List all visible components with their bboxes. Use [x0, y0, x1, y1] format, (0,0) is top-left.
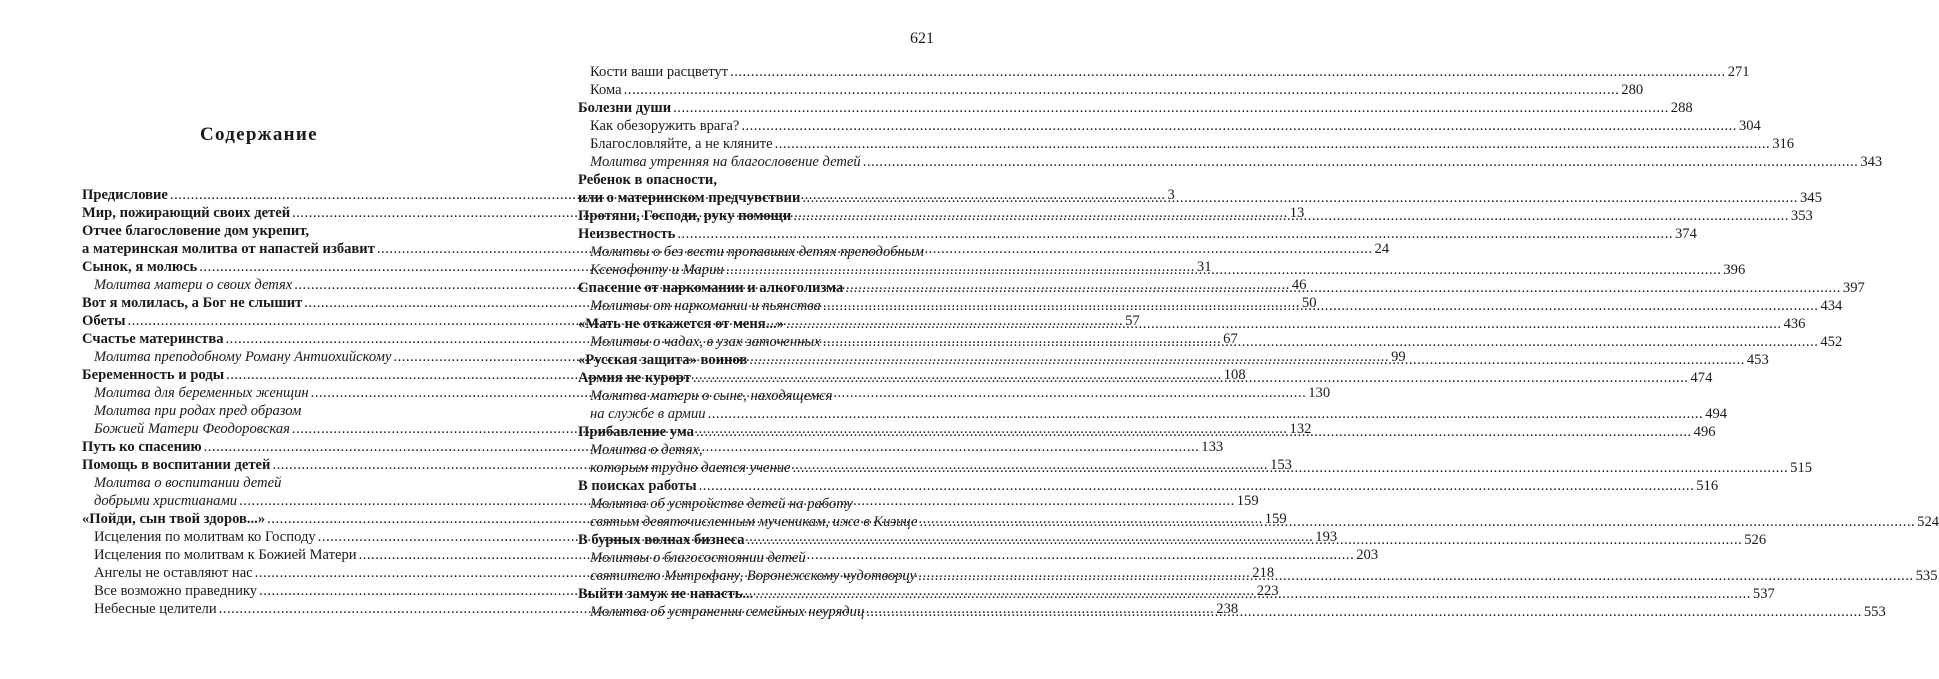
toc-entry-page: 353: [1790, 208, 1813, 224]
toc-entry-title: на службе в армии: [590, 406, 706, 422]
toc-entry: [578, 117, 1761, 135]
toc-entry-page: 496: [1693, 424, 1716, 440]
toc-entry-page: 494: [1705, 406, 1728, 422]
toc-entry: [578, 99, 1693, 117]
toc-entry-title: Молитва об устройстве детей на работу: [590, 496, 853, 512]
toc-entry-title: или о материнском предчувствии: [578, 190, 801, 206]
dot-leader: [691, 369, 1691, 387]
toc-entry-title: Все возможно праведнику: [94, 583, 258, 599]
toc-entry-title: Ангелы не оставляют нас: [94, 565, 253, 581]
toc-entry: [578, 225, 1697, 243]
page-number: 621: [910, 30, 934, 47]
toc-entry-title: Молитва о детях,: [590, 442, 703, 458]
toc-entry-title: святым девяточисленным мученикам, иже в Кизице: [590, 514, 918, 530]
toc-entry-page: 515: [1790, 460, 1813, 476]
toc-entry-title: Беременность и роды: [82, 367, 225, 383]
toc-entry-title: Ребенок в опасности,: [578, 172, 717, 188]
toc-entry-page: 436: [1783, 316, 1806, 332]
toc-entry-title: добрыми христианами: [94, 493, 238, 509]
toc-entry-title: Помощь в воспитании детей: [82, 457, 271, 473]
dot-leader: [745, 531, 1745, 549]
toc-entry-title: Кома: [590, 82, 622, 98]
toc-entry-title: Божией Матери Феодоровская: [94, 421, 290, 437]
toc-entry-title: Благословляйте, а не кляните: [590, 136, 773, 152]
dot-leader: [671, 99, 1671, 117]
dot-leader: [784, 315, 1784, 333]
toc-entry-title: Молитва об устранении семейных неурядиц: [590, 604, 865, 620]
toc-entry-title: Молитвы о без вести пропавших детях преподобным: [590, 244, 924, 260]
dot-leader: [864, 603, 1864, 621]
toc-entry-page: 374: [1674, 226, 1697, 242]
toc-entry-page: 223: [1256, 583, 1279, 599]
toc-entry-page: 524: [1917, 514, 1939, 530]
toc-entry-page: 537: [1752, 586, 1775, 602]
toc-entry-title: Молитва преподобному Роману Антиохийскому: [94, 349, 392, 365]
toc-entry-title: «Пойди, сын твой здоров...»: [82, 511, 266, 527]
toc-entry-title: Болезни души: [578, 100, 672, 116]
toc-entry-title: Молитва для беременных женщин: [94, 385, 309, 401]
toc-entry-title: Счастье материнства: [82, 331, 224, 347]
toc-entry: [578, 171, 1822, 207]
toc-entry-page: 57: [1125, 313, 1140, 329]
dot-leader: [753, 585, 1753, 603]
dot-leader: [916, 567, 1916, 585]
dot-leader: [791, 459, 1791, 477]
toc-entry-title: Обеты: [82, 313, 126, 329]
toc-entry-page: 99: [1391, 349, 1406, 365]
toc-entry-page: 13: [1289, 205, 1305, 221]
dot-leader: [747, 351, 1747, 369]
toc-entry-page: 153: [1270, 457, 1292, 473]
dot-leader: [791, 207, 1791, 225]
toc-entry-page: 397: [1842, 280, 1865, 296]
dot-leader: [706, 405, 1706, 423]
toc-entry-page: 108: [1223, 367, 1246, 383]
toc-entry-page: 203: [1356, 547, 1379, 563]
toc-entry-title: святителю Митрофану, Воронежскому чудотворцу: [590, 568, 916, 584]
dot-leader: [843, 279, 1843, 297]
toc-entry-page: 193: [1315, 529, 1338, 545]
toc-entry-page: 133: [1201, 439, 1224, 455]
toc-entry-title: которым трудно дается учение: [590, 460, 791, 476]
toc-entry-title: Армия не курорт: [578, 370, 691, 386]
dot-leader: [694, 423, 1694, 441]
dot-leader: [918, 513, 1918, 531]
dot-leader: [724, 261, 1724, 279]
toc-entry: [578, 477, 1719, 495]
toc-entry-title: Молитвы о чадах, в узах заточенных: [590, 334, 821, 350]
toc-entry-page: 271: [1727, 64, 1750, 80]
dot-leader: [622, 81, 1622, 99]
toc-entry-page: 526: [1744, 532, 1767, 548]
dot-leader: [800, 189, 1800, 207]
toc-entry-page: 132: [1289, 421, 1312, 437]
toc-entry: [578, 81, 1644, 99]
toc-entry-page: 288: [1670, 100, 1693, 116]
toc-entry-page: 218: [1252, 565, 1275, 581]
dot-leader: [861, 153, 1861, 171]
toc-entry-page: 67: [1223, 331, 1238, 347]
toc-entry-title: Исцеления по молитвам к Божией Матери: [94, 547, 357, 563]
toc-entry-page: 159: [1236, 493, 1259, 509]
dot-leader: [675, 225, 1675, 243]
toc-entry-title: Путь ко спасению: [82, 439, 202, 455]
toc-entry-page: 434: [1820, 298, 1843, 314]
toc-entry-title: Неизвестность: [578, 226, 676, 242]
toc-entry: [578, 135, 1795, 153]
toc-entry: [578, 153, 1883, 171]
toc-entry-title: Мир, пожирающий своих детей: [82, 205, 291, 221]
toc-entry-title: «Русская защита» воинов: [578, 352, 748, 368]
toc-entry-page: 345: [1800, 190, 1822, 206]
toc-entry-title: Предисловие: [82, 187, 168, 203]
dot-leader: [739, 117, 1739, 135]
toc-entry: [578, 63, 1750, 81]
toc-entry-page: 238: [1216, 601, 1239, 617]
toc-entry-title: Выйти замуж не напасть...: [578, 586, 754, 602]
toc-entry-page: 474: [1690, 370, 1713, 386]
toc-entry-title: Кости ваши расцветут: [590, 64, 729, 80]
toc-entry-page: 304: [1738, 118, 1761, 134]
toc-entry-title: Небесные целители: [94, 601, 217, 617]
toc-entry-title: Отчее благословение дом укрепит,: [82, 223, 310, 239]
toc-entry-title: Протяни, Господи, руку помощи: [578, 208, 792, 224]
toc-entry-title: Как обезоружить врага?: [590, 118, 740, 134]
toc-entry-title: а материнская молитва от напастей избавит: [82, 241, 375, 257]
toc-entry-title: В бурных волнах бизнеса: [578, 532, 745, 548]
toc-entry-title: Молитва при родах пред образом: [94, 403, 302, 419]
toc-entry-page: 31: [1196, 259, 1212, 275]
toc-entry-page: 24: [1374, 241, 1390, 257]
toc-entry-title: Молитвы от наркомании и пьянства: [590, 298, 821, 314]
dot-leader: [773, 135, 1773, 153]
toc-entry-page: 553: [1863, 604, 1886, 620]
toc-entry-page: 280: [1621, 82, 1644, 98]
toc-entry-title: В поисках работы: [578, 478, 697, 494]
toc-entry-title: Вот я молилась, а Бог не слышит: [82, 295, 303, 311]
toc-entry-page: 50: [1301, 295, 1317, 311]
toc-entry-page: 452: [1820, 334, 1843, 350]
toc-entry-page: 316: [1772, 136, 1795, 152]
toc-entry-title: Молитва матери о сыне, находящемся: [590, 388, 833, 404]
dot-leader: [821, 333, 1821, 351]
dot-leader: [728, 63, 1728, 81]
toc-entry-page: 453: [1746, 352, 1769, 368]
toc-entry-page: 343: [1860, 154, 1883, 170]
toc-entry-page: 46: [1291, 277, 1307, 293]
toc-entry-page: 535: [1915, 568, 1938, 584]
toc-entry-title: «Мать не откажется от меня...»: [578, 316, 784, 332]
toc-entry-title: Исцеления по молитвам ко Господу: [94, 529, 316, 545]
toc-entry-title: Сынок, я молюсь: [82, 259, 198, 275]
toc-entry-title: Молитвы о благосостоянии детей: [590, 550, 806, 566]
toc-entry-title: Спасение от наркомании и алкоголизма: [578, 280, 844, 296]
toc-entry-page: 516: [1696, 478, 1719, 494]
page-title: Содержание: [200, 124, 318, 145]
toc-entry-page: 130: [1308, 385, 1331, 401]
dot-leader: [821, 297, 1821, 315]
toc-entry-title: Молитва о воспитании детей: [94, 475, 282, 491]
toc-entry-title: Молитва утренняя на благословение детей: [590, 154, 861, 170]
dot-leader: [697, 477, 1697, 495]
toc-entry-title: Ксенофонту и Марии: [590, 262, 724, 278]
toc-entry-page: 3: [1167, 187, 1175, 203]
toc-entry-title: Молитва матери о своих детях: [94, 277, 293, 293]
toc-entry-title: Прибавление ума: [578, 424, 695, 440]
toc-entry-page: 159: [1264, 511, 1287, 527]
toc-entry-page: 396: [1723, 262, 1746, 278]
